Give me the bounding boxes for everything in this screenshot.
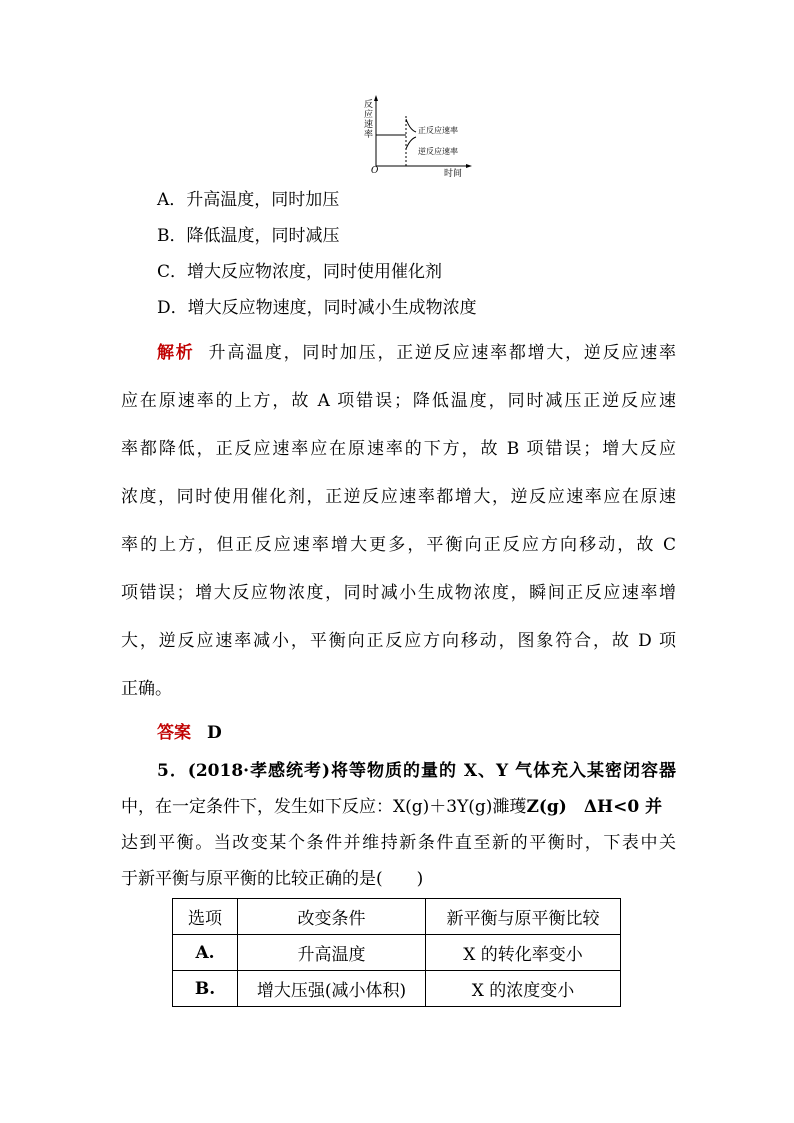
analysis-line-6: 项错误；增大反应物浓度，同时减小生成物浓度，瞬间正反应速率增: [121, 583, 676, 603]
reverse-rate-label: 逆反应速率: [418, 147, 458, 156]
comparison-table: [172, 898, 621, 1007]
question-line-1: 5．(2018·孝感统考)将等物质的量的 X、Y 气体充入某密闭容器: [157, 761, 676, 781]
y-axis-label: 反应速率: [364, 100, 374, 140]
table-cell: X 的转化率变小: [426, 935, 621, 971]
answer-label: 答案: [157, 723, 191, 743]
question-line-3: 达到平衡。当改变某个条件并维持新条件直至新的平衡时，下表中关: [121, 833, 676, 853]
analysis-line-5: 率的上方，但正反应速率增大更多，平衡向正反应方向移动，故 C: [121, 535, 676, 555]
option-c: C．增大反应物浓度，同时使用催化剂: [157, 262, 443, 282]
option-b: B．降低温度，同时减压: [157, 226, 340, 246]
analysis-line-8: 正确。: [121, 679, 172, 699]
question-line-4: 于新平衡与原平衡的比较正确的是( ): [121, 869, 424, 889]
question-line-2: 中，在一定条件下，发生如下反应：X(g)＋3Y(g)濉瓁Z(g) ΔH<0 并: [121, 797, 663, 817]
table-header: 新平衡与原平衡比较: [426, 899, 621, 935]
forward-rate-label: 正反应速率: [418, 126, 458, 135]
table-row: [173, 971, 621, 1007]
answer-value: D: [207, 723, 222, 743]
table-header-row: [173, 899, 621, 935]
x-axis-label: 时间: [444, 169, 463, 179]
analysis-label: 解析: [157, 343, 195, 363]
rate-time-figure: [364, 94, 474, 180]
option-a: A．升高温度，同时加压: [157, 190, 340, 210]
table-cell: B.: [173, 971, 238, 1007]
table-header: 选项: [173, 899, 238, 935]
table-row: [173, 935, 621, 971]
analysis-line-1: 解析 升高温度，同时加压，正逆反应速率都增大，逆反应速率: [157, 343, 677, 363]
analysis-line-3: 率都降低，正反应速率应在原速率的下方，故 B 项错误；增大反应: [121, 439, 676, 459]
option-d: D．增大反应物速度，同时减小生成物浓度: [157, 298, 477, 318]
equilibrium-arrow-glyph: 濉瓁: [492, 797, 527, 817]
table-header: 改变条件: [238, 899, 426, 935]
table-cell: X 的浓度变小: [426, 971, 621, 1007]
table-cell: 增大压强(减小体积): [238, 971, 426, 1007]
table-cell: 升高温度: [238, 935, 426, 971]
analysis-line-2: 应在原速率的上方，故 A 项错误；降低温度，同时减压正逆反应速: [121, 391, 676, 411]
origin-label: O: [371, 166, 379, 176]
analysis-line-7: 大，逆反应速率减小，平衡向正反应方向移动，图象符合，故 D 项: [121, 631, 676, 651]
table-cell: A.: [173, 935, 238, 971]
answer: [157, 721, 222, 745]
analysis-line-4: 浓度，同时使用催化剂，正逆反应速率都增大，逆反应速率应在原速: [121, 487, 676, 507]
